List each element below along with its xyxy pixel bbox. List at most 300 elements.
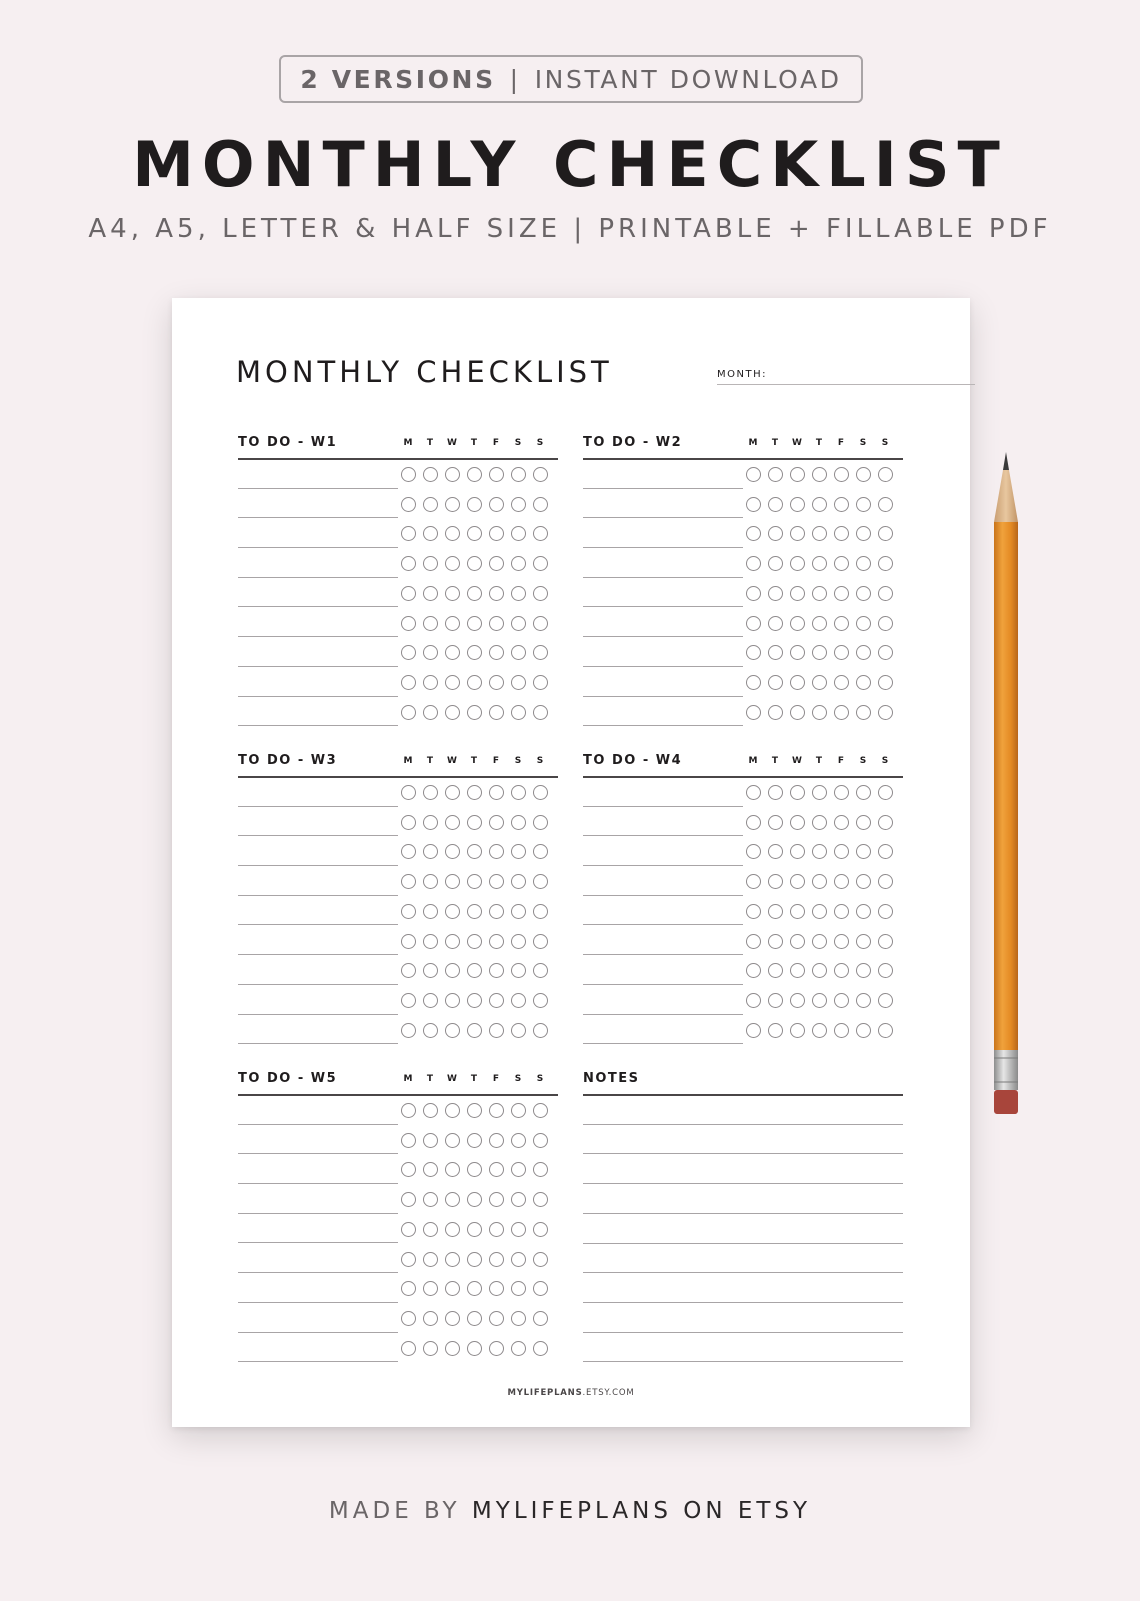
circle-checkbox-icon[interactable] <box>401 963 416 978</box>
circle-checkbox-icon[interactable] <box>856 467 871 482</box>
circle-checkbox-icon[interactable] <box>467 1341 482 1356</box>
circle-checkbox-icon[interactable] <box>834 904 849 919</box>
circle-checkbox-icon[interactable] <box>423 963 438 978</box>
circle-checkbox-icon[interactable] <box>401 526 416 541</box>
circle-checkbox-icon[interactable] <box>467 904 482 919</box>
circle-checkbox-icon[interactable] <box>489 1281 504 1296</box>
circle-checkbox-icon[interactable] <box>856 874 871 889</box>
circle-checkbox-icon[interactable] <box>423 586 438 601</box>
circle-checkbox-icon[interactable] <box>768 586 783 601</box>
circle-checkbox-icon[interactable] <box>768 467 783 482</box>
circle-checkbox-icon[interactable] <box>856 526 871 541</box>
circle-checkbox-icon[interactable] <box>445 497 460 512</box>
circle-checkbox-icon[interactable] <box>511 1103 526 1118</box>
circle-checkbox-icon[interactable] <box>812 675 827 690</box>
circle-checkbox-icon[interactable] <box>511 1252 526 1267</box>
task-input-line[interactable] <box>238 1361 398 1362</box>
circle-checkbox-icon[interactable] <box>533 526 548 541</box>
circle-checkbox-icon[interactable] <box>746 844 761 859</box>
circle-checkbox-icon[interactable] <box>511 993 526 1008</box>
circle-checkbox-icon[interactable] <box>423 675 438 690</box>
circle-checkbox-icon[interactable] <box>790 963 805 978</box>
circle-checkbox-icon[interactable] <box>746 785 761 800</box>
circle-checkbox-icon[interactable] <box>467 1311 482 1326</box>
circle-checkbox-icon[interactable] <box>511 815 526 830</box>
circle-checkbox-icon[interactable] <box>768 993 783 1008</box>
circle-checkbox-icon[interactable] <box>489 1103 504 1118</box>
circle-checkbox-icon[interactable] <box>790 874 805 889</box>
circle-checkbox-icon[interactable] <box>856 556 871 571</box>
circle-checkbox-icon[interactable] <box>489 963 504 978</box>
circle-checkbox-icon[interactable] <box>401 1252 416 1267</box>
circle-checkbox-icon[interactable] <box>423 785 438 800</box>
circle-checkbox-icon[interactable] <box>746 467 761 482</box>
circle-checkbox-icon[interactable] <box>746 1023 761 1038</box>
circle-checkbox-icon[interactable] <box>790 904 805 919</box>
circle-checkbox-icon[interactable] <box>511 586 526 601</box>
circle-checkbox-icon[interactable] <box>467 1162 482 1177</box>
circle-checkbox-icon[interactable] <box>768 1023 783 1038</box>
circle-checkbox-icon[interactable] <box>467 1252 482 1267</box>
circle-checkbox-icon[interactable] <box>511 1023 526 1038</box>
circle-checkbox-icon[interactable] <box>423 1133 438 1148</box>
circle-checkbox-icon[interactable] <box>768 815 783 830</box>
circle-checkbox-icon[interactable] <box>834 467 849 482</box>
circle-checkbox-icon[interactable] <box>445 1252 460 1267</box>
circle-checkbox-icon[interactable] <box>489 497 504 512</box>
circle-checkbox-icon[interactable] <box>768 844 783 859</box>
circle-checkbox-icon[interactable] <box>790 705 805 720</box>
notes-input-line[interactable] <box>583 1183 903 1184</box>
circle-checkbox-icon[interactable] <box>489 1311 504 1326</box>
circle-checkbox-icon[interactable] <box>856 963 871 978</box>
circle-checkbox-icon[interactable] <box>467 844 482 859</box>
circle-checkbox-icon[interactable] <box>489 874 504 889</box>
circle-checkbox-icon[interactable] <box>856 844 871 859</box>
circle-checkbox-icon[interactable] <box>878 526 893 541</box>
circle-checkbox-icon[interactable] <box>423 993 438 1008</box>
circle-checkbox-icon[interactable] <box>834 844 849 859</box>
task-input-line[interactable] <box>583 725 743 726</box>
circle-checkbox-icon[interactable] <box>834 963 849 978</box>
circle-checkbox-icon[interactable] <box>423 1222 438 1237</box>
circle-checkbox-icon[interactable] <box>423 1023 438 1038</box>
circle-checkbox-icon[interactable] <box>511 616 526 631</box>
circle-checkbox-icon[interactable] <box>856 993 871 1008</box>
circle-checkbox-icon[interactable] <box>812 874 827 889</box>
circle-checkbox-icon[interactable] <box>533 645 548 660</box>
circle-checkbox-icon[interactable] <box>489 586 504 601</box>
circle-checkbox-icon[interactable] <box>445 556 460 571</box>
circle-checkbox-icon[interactable] <box>401 556 416 571</box>
circle-checkbox-icon[interactable] <box>445 1192 460 1207</box>
circle-checkbox-icon[interactable] <box>878 963 893 978</box>
circle-checkbox-icon[interactable] <box>812 645 827 660</box>
circle-checkbox-icon[interactable] <box>768 785 783 800</box>
circle-checkbox-icon[interactable] <box>768 675 783 690</box>
circle-checkbox-icon[interactable] <box>878 675 893 690</box>
circle-checkbox-icon[interactable] <box>489 815 504 830</box>
task-input-line[interactable] <box>238 1043 398 1044</box>
circle-checkbox-icon[interactable] <box>423 1192 438 1207</box>
circle-checkbox-icon[interactable] <box>489 467 504 482</box>
circle-checkbox-icon[interactable] <box>856 904 871 919</box>
circle-checkbox-icon[interactable] <box>533 1023 548 1038</box>
circle-checkbox-icon[interactable] <box>533 1341 548 1356</box>
circle-checkbox-icon[interactable] <box>790 1023 805 1038</box>
circle-checkbox-icon[interactable] <box>790 815 805 830</box>
circle-checkbox-icon[interactable] <box>445 815 460 830</box>
circle-checkbox-icon[interactable] <box>423 1103 438 1118</box>
circle-checkbox-icon[interactable] <box>834 586 849 601</box>
notes-input-line[interactable] <box>583 1124 903 1125</box>
circle-checkbox-icon[interactable] <box>878 904 893 919</box>
circle-checkbox-icon[interactable] <box>878 616 893 631</box>
circle-checkbox-icon[interactable] <box>467 467 482 482</box>
circle-checkbox-icon[interactable] <box>467 1192 482 1207</box>
circle-checkbox-icon[interactable] <box>489 785 504 800</box>
circle-checkbox-icon[interactable] <box>467 1222 482 1237</box>
circle-checkbox-icon[interactable] <box>467 874 482 889</box>
circle-checkbox-icon[interactable] <box>812 705 827 720</box>
circle-checkbox-icon[interactable] <box>489 1252 504 1267</box>
circle-checkbox-icon[interactable] <box>467 815 482 830</box>
circle-checkbox-icon[interactable] <box>533 705 548 720</box>
circle-checkbox-icon[interactable] <box>533 616 548 631</box>
circle-checkbox-icon[interactable] <box>790 467 805 482</box>
circle-checkbox-icon[interactable] <box>790 934 805 949</box>
circle-checkbox-icon[interactable] <box>511 844 526 859</box>
circle-checkbox-icon[interactable] <box>511 1311 526 1326</box>
circle-checkbox-icon[interactable] <box>401 1341 416 1356</box>
notes-input-line[interactable] <box>583 1213 903 1214</box>
circle-checkbox-icon[interactable] <box>467 963 482 978</box>
circle-checkbox-icon[interactable] <box>489 1222 504 1237</box>
notes-input-line[interactable] <box>583 1272 903 1273</box>
circle-checkbox-icon[interactable] <box>856 675 871 690</box>
circle-checkbox-icon[interactable] <box>423 904 438 919</box>
circle-checkbox-icon[interactable] <box>511 556 526 571</box>
circle-checkbox-icon[interactable] <box>401 815 416 830</box>
circle-checkbox-icon[interactable] <box>489 705 504 720</box>
circle-checkbox-icon[interactable] <box>467 1133 482 1148</box>
circle-checkbox-icon[interactable] <box>812 904 827 919</box>
circle-checkbox-icon[interactable] <box>746 934 761 949</box>
circle-checkbox-icon[interactable] <box>511 645 526 660</box>
circle-checkbox-icon[interactable] <box>533 1311 548 1326</box>
circle-checkbox-icon[interactable] <box>533 1103 548 1118</box>
circle-checkbox-icon[interactable] <box>812 467 827 482</box>
circle-checkbox-icon[interactable] <box>856 785 871 800</box>
circle-checkbox-icon[interactable] <box>467 645 482 660</box>
circle-checkbox-icon[interactable] <box>489 1192 504 1207</box>
circle-checkbox-icon[interactable] <box>834 1023 849 1038</box>
circle-checkbox-icon[interactable] <box>834 785 849 800</box>
circle-checkbox-icon[interactable] <box>445 1311 460 1326</box>
circle-checkbox-icon[interactable] <box>467 1281 482 1296</box>
circle-checkbox-icon[interactable] <box>533 1162 548 1177</box>
circle-checkbox-icon[interactable] <box>533 1133 548 1148</box>
circle-checkbox-icon[interactable] <box>423 645 438 660</box>
circle-checkbox-icon[interactable] <box>401 1192 416 1207</box>
circle-checkbox-icon[interactable] <box>423 815 438 830</box>
circle-checkbox-icon[interactable] <box>489 1133 504 1148</box>
circle-checkbox-icon[interactable] <box>834 874 849 889</box>
circle-checkbox-icon[interactable] <box>790 586 805 601</box>
circle-checkbox-icon[interactable] <box>878 993 893 1008</box>
circle-checkbox-icon[interactable] <box>812 616 827 631</box>
circle-checkbox-icon[interactable] <box>445 844 460 859</box>
circle-checkbox-icon[interactable] <box>423 467 438 482</box>
circle-checkbox-icon[interactable] <box>768 645 783 660</box>
circle-checkbox-icon[interactable] <box>533 556 548 571</box>
circle-checkbox-icon[interactable] <box>533 993 548 1008</box>
circle-checkbox-icon[interactable] <box>746 586 761 601</box>
circle-checkbox-icon[interactable] <box>401 1133 416 1148</box>
circle-checkbox-icon[interactable] <box>489 1341 504 1356</box>
circle-checkbox-icon[interactable] <box>511 1192 526 1207</box>
circle-checkbox-icon[interactable] <box>533 1192 548 1207</box>
circle-checkbox-icon[interactable] <box>489 526 504 541</box>
circle-checkbox-icon[interactable] <box>812 785 827 800</box>
circle-checkbox-icon[interactable] <box>768 497 783 512</box>
circle-checkbox-icon[interactable] <box>423 1341 438 1356</box>
circle-checkbox-icon[interactable] <box>878 705 893 720</box>
circle-checkbox-icon[interactable] <box>467 675 482 690</box>
circle-checkbox-icon[interactable] <box>812 815 827 830</box>
circle-checkbox-icon[interactable] <box>445 1222 460 1237</box>
circle-checkbox-icon[interactable] <box>834 675 849 690</box>
circle-checkbox-icon[interactable] <box>401 785 416 800</box>
circle-checkbox-icon[interactable] <box>445 526 460 541</box>
circle-checkbox-icon[interactable] <box>401 616 416 631</box>
circle-checkbox-icon[interactable] <box>533 934 548 949</box>
circle-checkbox-icon[interactable] <box>445 1133 460 1148</box>
circle-checkbox-icon[interactable] <box>401 1281 416 1296</box>
circle-checkbox-icon[interactable] <box>467 1023 482 1038</box>
circle-checkbox-icon[interactable] <box>423 616 438 631</box>
circle-checkbox-icon[interactable] <box>878 645 893 660</box>
circle-checkbox-icon[interactable] <box>423 1162 438 1177</box>
circle-checkbox-icon[interactable] <box>401 993 416 1008</box>
circle-checkbox-icon[interactable] <box>878 815 893 830</box>
circle-checkbox-icon[interactable] <box>445 1162 460 1177</box>
circle-checkbox-icon[interactable] <box>401 904 416 919</box>
circle-checkbox-icon[interactable] <box>511 963 526 978</box>
circle-checkbox-icon[interactable] <box>768 904 783 919</box>
circle-checkbox-icon[interactable] <box>533 1281 548 1296</box>
circle-checkbox-icon[interactable] <box>790 616 805 631</box>
circle-checkbox-icon[interactable] <box>790 993 805 1008</box>
circle-checkbox-icon[interactable] <box>768 616 783 631</box>
circle-checkbox-icon[interactable] <box>812 844 827 859</box>
circle-checkbox-icon[interactable] <box>467 785 482 800</box>
circle-checkbox-icon[interactable] <box>489 934 504 949</box>
circle-checkbox-icon[interactable] <box>834 616 849 631</box>
circle-checkbox-icon[interactable] <box>511 497 526 512</box>
circle-checkbox-icon[interactable] <box>746 675 761 690</box>
circle-checkbox-icon[interactable] <box>878 467 893 482</box>
circle-checkbox-icon[interactable] <box>511 934 526 949</box>
circle-checkbox-icon[interactable] <box>445 963 460 978</box>
circle-checkbox-icon[interactable] <box>812 497 827 512</box>
circle-checkbox-icon[interactable] <box>467 616 482 631</box>
circle-checkbox-icon[interactable] <box>511 1222 526 1237</box>
circle-checkbox-icon[interactable] <box>511 904 526 919</box>
notes-input-line[interactable] <box>583 1302 903 1303</box>
circle-checkbox-icon[interactable] <box>812 993 827 1008</box>
circle-checkbox-icon[interactable] <box>790 785 805 800</box>
circle-checkbox-icon[interactable] <box>790 497 805 512</box>
circle-checkbox-icon[interactable] <box>445 1103 460 1118</box>
circle-checkbox-icon[interactable] <box>467 1103 482 1118</box>
circle-checkbox-icon[interactable] <box>746 497 761 512</box>
circle-checkbox-icon[interactable] <box>467 556 482 571</box>
month-input-line[interactable] <box>717 384 975 385</box>
circle-checkbox-icon[interactable] <box>445 705 460 720</box>
circle-checkbox-icon[interactable] <box>401 934 416 949</box>
circle-checkbox-icon[interactable] <box>834 526 849 541</box>
circle-checkbox-icon[interactable] <box>856 616 871 631</box>
circle-checkbox-icon[interactable] <box>834 556 849 571</box>
circle-checkbox-icon[interactable] <box>401 675 416 690</box>
circle-checkbox-icon[interactable] <box>878 1023 893 1038</box>
circle-checkbox-icon[interactable] <box>423 844 438 859</box>
circle-checkbox-icon[interactable] <box>746 645 761 660</box>
circle-checkbox-icon[interactable] <box>878 934 893 949</box>
circle-checkbox-icon[interactable] <box>878 586 893 601</box>
circle-checkbox-icon[interactable] <box>489 675 504 690</box>
circle-checkbox-icon[interactable] <box>511 1281 526 1296</box>
circle-checkbox-icon[interactable] <box>533 675 548 690</box>
circle-checkbox-icon[interactable] <box>423 556 438 571</box>
circle-checkbox-icon[interactable] <box>533 815 548 830</box>
circle-checkbox-icon[interactable] <box>489 616 504 631</box>
circle-checkbox-icon[interactable] <box>812 586 827 601</box>
circle-checkbox-icon[interactable] <box>790 645 805 660</box>
circle-checkbox-icon[interactable] <box>856 934 871 949</box>
circle-checkbox-icon[interactable] <box>489 844 504 859</box>
circle-checkbox-icon[interactable] <box>533 586 548 601</box>
circle-checkbox-icon[interactable] <box>856 645 871 660</box>
circle-checkbox-icon[interactable] <box>856 705 871 720</box>
circle-checkbox-icon[interactable] <box>423 1311 438 1326</box>
circle-checkbox-icon[interactable] <box>423 526 438 541</box>
circle-checkbox-icon[interactable] <box>834 815 849 830</box>
circle-checkbox-icon[interactable] <box>511 467 526 482</box>
circle-checkbox-icon[interactable] <box>401 586 416 601</box>
circle-checkbox-icon[interactable] <box>445 1341 460 1356</box>
circle-checkbox-icon[interactable] <box>856 497 871 512</box>
circle-checkbox-icon[interactable] <box>445 1281 460 1296</box>
circle-checkbox-icon[interactable] <box>790 526 805 541</box>
circle-checkbox-icon[interactable] <box>878 874 893 889</box>
circle-checkbox-icon[interactable] <box>401 1222 416 1237</box>
circle-checkbox-icon[interactable] <box>878 556 893 571</box>
circle-checkbox-icon[interactable] <box>768 556 783 571</box>
circle-checkbox-icon[interactable] <box>489 1023 504 1038</box>
circle-checkbox-icon[interactable] <box>746 874 761 889</box>
circle-checkbox-icon[interactable] <box>856 586 871 601</box>
circle-checkbox-icon[interactable] <box>467 497 482 512</box>
circle-checkbox-icon[interactable] <box>834 497 849 512</box>
circle-checkbox-icon[interactable] <box>878 497 893 512</box>
circle-checkbox-icon[interactable] <box>467 526 482 541</box>
notes-input-line[interactable] <box>583 1361 903 1362</box>
circle-checkbox-icon[interactable] <box>533 874 548 889</box>
circle-checkbox-icon[interactable] <box>445 934 460 949</box>
notes-input-line[interactable] <box>583 1243 903 1244</box>
circle-checkbox-icon[interactable] <box>467 993 482 1008</box>
circle-checkbox-icon[interactable] <box>878 844 893 859</box>
circle-checkbox-icon[interactable] <box>489 993 504 1008</box>
circle-checkbox-icon[interactable] <box>812 556 827 571</box>
circle-checkbox-icon[interactable] <box>768 963 783 978</box>
circle-checkbox-icon[interactable] <box>533 1222 548 1237</box>
circle-checkbox-icon[interactable] <box>401 844 416 859</box>
circle-checkbox-icon[interactable] <box>445 1023 460 1038</box>
circle-checkbox-icon[interactable] <box>878 785 893 800</box>
circle-checkbox-icon[interactable] <box>401 497 416 512</box>
circle-checkbox-icon[interactable] <box>746 526 761 541</box>
circle-checkbox-icon[interactable] <box>467 586 482 601</box>
circle-checkbox-icon[interactable] <box>533 1252 548 1267</box>
circle-checkbox-icon[interactable] <box>423 874 438 889</box>
circle-checkbox-icon[interactable] <box>812 963 827 978</box>
circle-checkbox-icon[interactable] <box>401 467 416 482</box>
circle-checkbox-icon[interactable] <box>467 705 482 720</box>
circle-checkbox-icon[interactable] <box>834 934 849 949</box>
circle-checkbox-icon[interactable] <box>790 844 805 859</box>
circle-checkbox-icon[interactable] <box>511 785 526 800</box>
circle-checkbox-icon[interactable] <box>533 785 548 800</box>
circle-checkbox-icon[interactable] <box>812 1023 827 1038</box>
circle-checkbox-icon[interactable] <box>423 1252 438 1267</box>
task-input-line[interactable] <box>238 725 398 726</box>
circle-checkbox-icon[interactable] <box>746 904 761 919</box>
circle-checkbox-icon[interactable] <box>746 993 761 1008</box>
task-input-line[interactable] <box>583 1043 743 1044</box>
circle-checkbox-icon[interactable] <box>445 785 460 800</box>
circle-checkbox-icon[interactable] <box>423 934 438 949</box>
circle-checkbox-icon[interactable] <box>401 874 416 889</box>
circle-checkbox-icon[interactable] <box>489 1162 504 1177</box>
circle-checkbox-icon[interactable] <box>511 1162 526 1177</box>
circle-checkbox-icon[interactable] <box>445 586 460 601</box>
circle-checkbox-icon[interactable] <box>834 645 849 660</box>
circle-checkbox-icon[interactable] <box>445 675 460 690</box>
circle-checkbox-icon[interactable] <box>511 526 526 541</box>
circle-checkbox-icon[interactable] <box>834 705 849 720</box>
circle-checkbox-icon[interactable] <box>423 1281 438 1296</box>
circle-checkbox-icon[interactable] <box>746 705 761 720</box>
circle-checkbox-icon[interactable] <box>445 874 460 889</box>
circle-checkbox-icon[interactable] <box>401 1023 416 1038</box>
circle-checkbox-icon[interactable] <box>511 705 526 720</box>
circle-checkbox-icon[interactable] <box>445 645 460 660</box>
circle-checkbox-icon[interactable] <box>533 844 548 859</box>
circle-checkbox-icon[interactable] <box>768 934 783 949</box>
circle-checkbox-icon[interactable] <box>423 497 438 512</box>
circle-checkbox-icon[interactable] <box>489 556 504 571</box>
circle-checkbox-icon[interactable] <box>401 1311 416 1326</box>
circle-checkbox-icon[interactable] <box>489 904 504 919</box>
circle-checkbox-icon[interactable] <box>768 526 783 541</box>
circle-checkbox-icon[interactable] <box>401 1162 416 1177</box>
circle-checkbox-icon[interactable] <box>401 1103 416 1118</box>
notes-input-line[interactable] <box>583 1153 903 1154</box>
circle-checkbox-icon[interactable] <box>423 705 438 720</box>
